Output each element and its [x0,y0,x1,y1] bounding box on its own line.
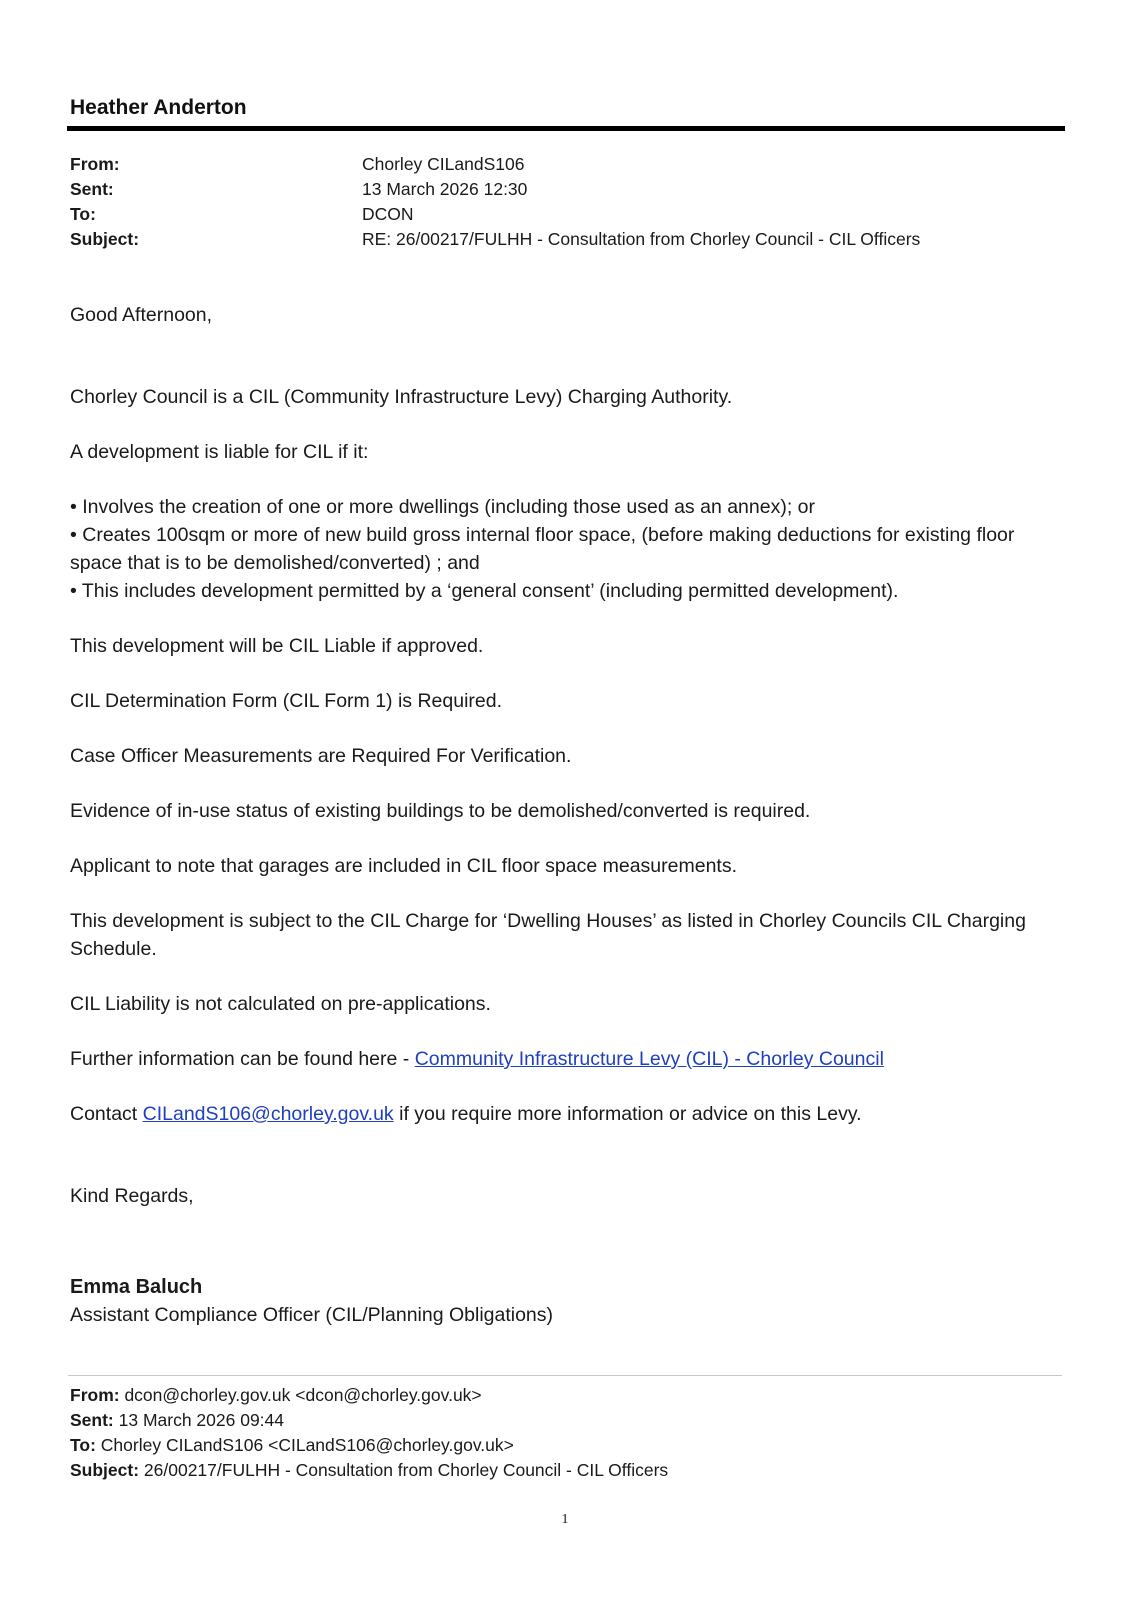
original-from-label: From: [70,1385,120,1405]
original-subject-row [70,1458,668,1483]
original-sent-label: Sent: [70,1410,114,1430]
original-sent-row [70,1408,668,1433]
greeting: Good Afternoon, [70,304,213,326]
original-subject-label: Subject: [70,1460,140,1480]
original-from-row [70,1383,668,1408]
further-info-prefix: Further information can be found here - [70,1048,415,1070]
email-body [70,301,1070,1210]
header-to-label: To: [70,204,96,224]
paragraph-pre-applications: CIL Liability is not calculated on pre-applications. [70,993,491,1015]
original-to-label: To: [70,1435,96,1455]
contact-email-link[interactable]: CILandS106@chorley.gov.uk [142,1103,394,1125]
header-sent-label: Sent: [70,179,114,199]
mailbox-owner-name: Heather Anderton [70,96,247,119]
header-to-row [70,202,920,227]
header-from-value: Chorley CILandS106 [362,154,525,174]
liable-intro: A development is liable for CIL if it: [70,441,369,463]
signature-title: Assistant Compliance Officer (CIL/Planning Obligations) [70,1304,554,1326]
owner-divider [67,126,1065,131]
intro-paragraph: Chorley Council is a CIL (Community Infrastructure Levy) Charging Authority. [70,386,733,408]
contact-suffix: if you require more information or advice on this Levy. [393,1103,862,1125]
bullet-general-consent: • This includes development permitted by a ‘general consent’ (including permitted development). [70,580,899,602]
page-number: 1 [561,1512,569,1527]
paragraph-charge: This development is subject to the CIL Charge for ‘Dwelling Houses’ as listed in Chorley Councils CIL Charging Schedule. [70,910,1026,960]
header-subject-label: Subject: [70,229,140,249]
cil-info-link[interactable]: Community Infrastructure Levy (CIL) - Chorley Council [414,1048,884,1070]
original-sent-value: 13 March 2026 09:44 [113,1410,285,1430]
header-subject-value: RE: 26/00217/FULHH - Consultation from Chorley Council - CIL Officers [362,229,921,249]
original-message-header [70,1383,668,1483]
header-from-label: From: [70,154,120,174]
original-subject-value: 26/00217/FULHH - Consultation from Chorley Council - CIL Officers [139,1460,669,1480]
original-to-value: Chorley CILandS106 <CILandS106@chorley.gov.uk> [95,1435,514,1455]
closing: Kind Regards, [70,1185,194,1207]
header-from-row [70,152,920,177]
paragraph-evidence: Evidence of in-use status of existing buildings to be demolished/converted is required. [70,800,811,822]
bullet-floor-space: • Creates 100sqm or more of new build gross internal floor space, (before making deductions for existing floor space that is to be demolished/converted) ; and [70,524,1015,574]
paragraph-cil-liable: This development will be CIL Liable if approved. [70,635,484,657]
paragraph-cil-form: CIL Determination Form (CIL Form 1) is Required. [70,690,503,712]
forwarded-divider [68,1375,1062,1376]
email-header [70,152,920,252]
header-subject-row [70,227,920,252]
header-to-value: DCON [362,204,414,224]
original-to-row [70,1433,668,1458]
header-sent-row [70,177,920,202]
header-sent-value: 13 March 2026 12:30 [362,179,528,199]
contact-prefix: Contact [70,1103,143,1125]
original-from-value: dcon@chorley.gov.uk <dcon@chorley.gov.uk> [119,1385,482,1405]
signature-name: Emma Baluch [70,1276,203,1298]
bullet-dwellings: • Involves the creation of one or more dwellings (including those used as an annex); or [70,496,815,518]
paragraph-garages: Applicant to note that garages are included in CIL floor space measurements. [70,855,737,877]
paragraph-measurements: Case Officer Measurements are Required For Verification. [70,745,572,767]
paragraph-further-info [70,1045,1070,1073]
paragraph-contact [70,1100,1070,1128]
